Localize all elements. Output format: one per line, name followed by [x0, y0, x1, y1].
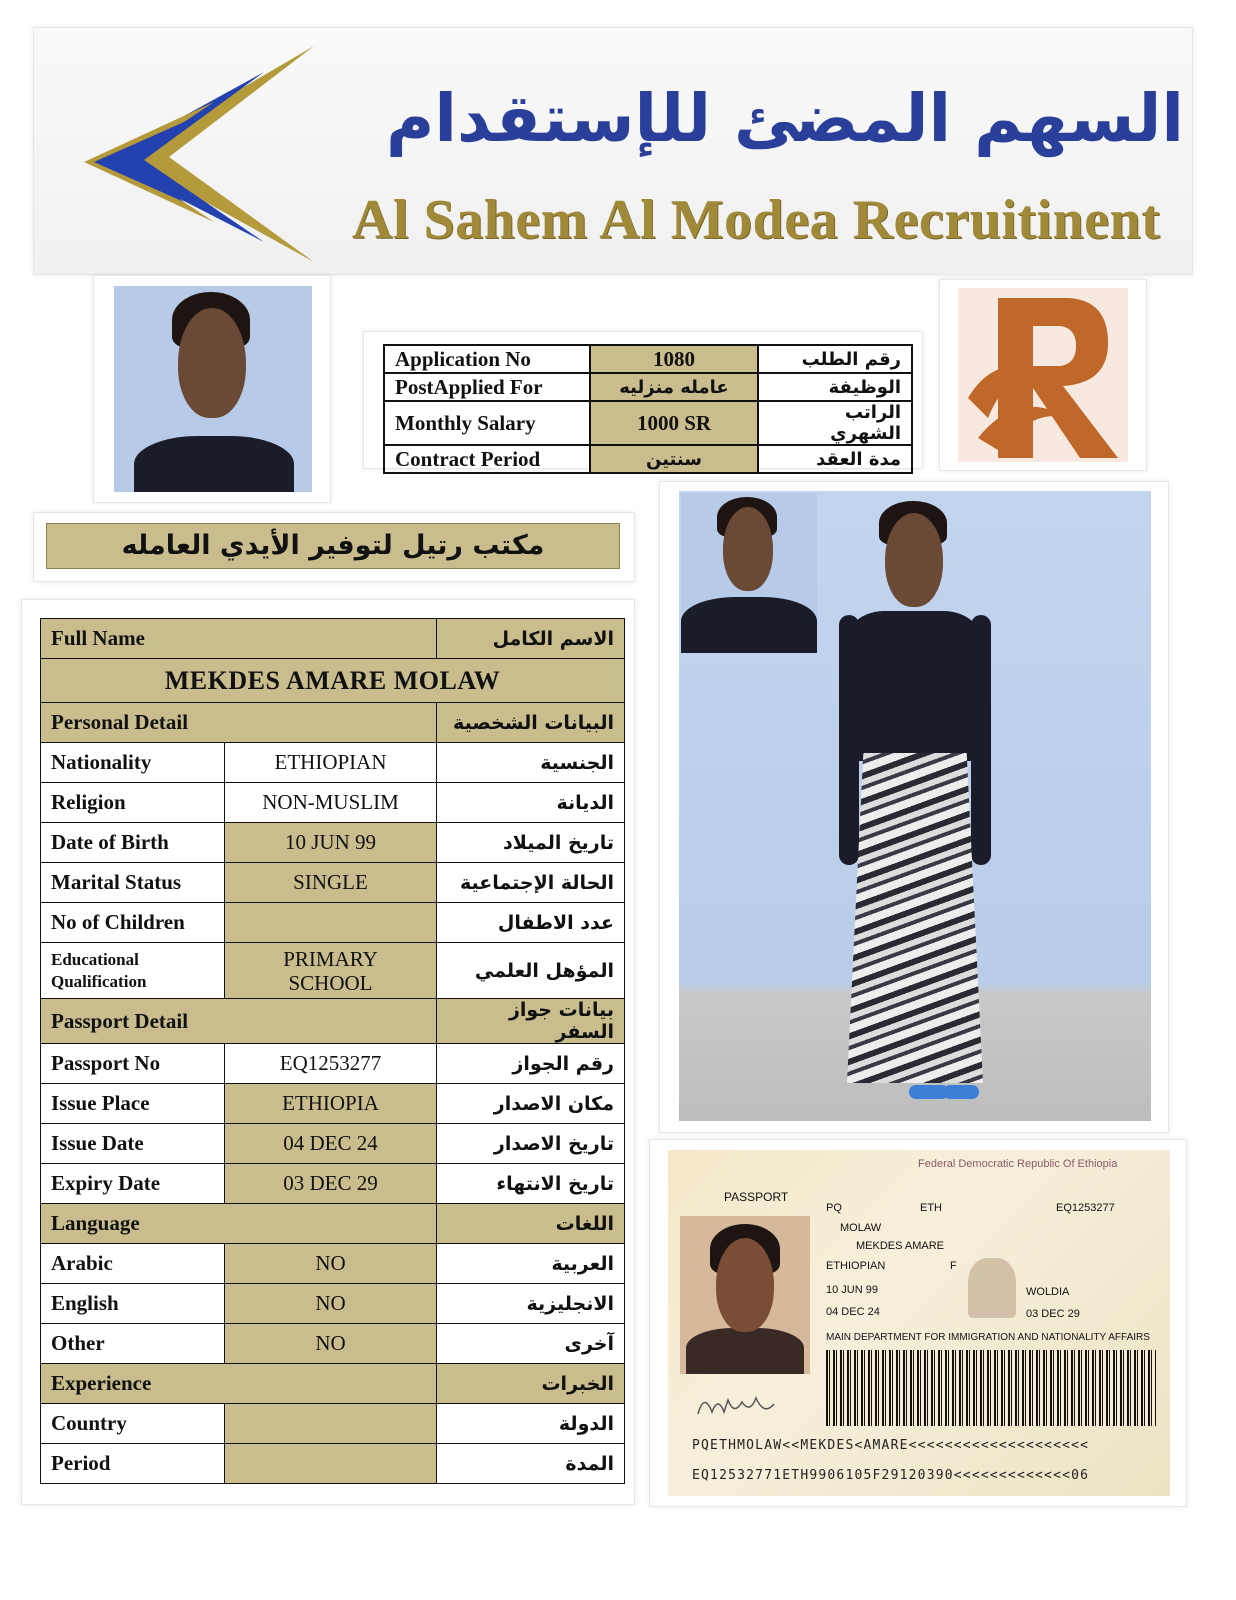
table-row: [41, 1084, 625, 1124]
marital-status-label: Marital Status: [41, 863, 225, 903]
passport-type: PQ: [826, 1202, 842, 1214]
issue-place-label: Issue Place: [41, 1084, 225, 1124]
arabic-language-arabic: العربية: [437, 1244, 625, 1284]
monthly-salary-value: 1000 SR: [590, 401, 758, 445]
other-language-label: Other: [41, 1324, 225, 1364]
country-label: Country: [41, 1404, 225, 1444]
passport-date-of-issue: 04 DEC 24: [826, 1306, 880, 1318]
application-info-frame: [364, 332, 922, 471]
table-row: [384, 373, 912, 401]
english-language-arabic: الانجليزية: [437, 1284, 625, 1324]
office-title: مكتب رتيل لتوفير الأيدي العامله: [46, 523, 620, 569]
other-language-arabic: آخرى: [437, 1324, 625, 1364]
passport-nationality: ETHIOPIAN: [826, 1260, 886, 1272]
table-row: [41, 1284, 625, 1324]
contract-period-label: Contract Period: [384, 445, 590, 473]
passport-date-of-expiry: 03 DEC 29: [1026, 1308, 1080, 1320]
passport-dob: 10 JUN 99: [826, 1284, 878, 1296]
table-row: [41, 823, 625, 863]
details-table: [40, 618, 625, 1484]
personal-detail-arabic: البيانات الشخصية: [437, 703, 625, 743]
passport-mrz-line2: EQ12532771ETH9906105F29120390<<<<<<<<<<<<<06: [692, 1468, 1090, 1483]
other-language-value: NO: [225, 1324, 437, 1364]
full-name-label: Full Name: [41, 619, 437, 659]
table-row: [41, 743, 625, 783]
country-value: [225, 1404, 437, 1444]
passport-country-code: ETH: [920, 1202, 942, 1214]
passport-doc-label: PASSPORT: [724, 1190, 789, 1204]
office-logo-frame: [940, 280, 1146, 470]
table-row: [384, 345, 912, 373]
dob-arabic: تاريخ الميلاد: [437, 823, 625, 863]
expiry-date-label: Expiry Date: [41, 1164, 225, 1204]
full-body-photo: [679, 491, 1151, 1121]
passport-detail-arabic: بيانات جواز السفر: [437, 999, 625, 1044]
table-row: [41, 1244, 625, 1284]
issue-date-value: 04 DEC 24: [225, 1124, 437, 1164]
full-name-value: MEKDES AMARE MOLAW: [41, 659, 625, 703]
english-language-label: English: [41, 1284, 225, 1324]
children-label: No of Children: [41, 903, 225, 943]
passport-detail-row: [41, 999, 625, 1044]
period-label: Period: [41, 1444, 225, 1484]
english-language-value: NO: [225, 1284, 437, 1324]
passport-no-arabic: رقم الجواز: [437, 1044, 625, 1084]
passport-no-label: Passport No: [41, 1044, 225, 1084]
table-row: [41, 783, 625, 823]
passport-header: Federal Democratic Republic Of Ethiopia: [918, 1158, 1118, 1170]
nationality-value: ETHIOPIAN: [225, 743, 437, 783]
issue-date-arabic: تاريخ الاصدار: [437, 1124, 625, 1164]
religion-value: NON-MUSLIM: [225, 783, 437, 823]
expiry-date-value: 03 DEC 29: [225, 1164, 437, 1204]
religion-label: Religion: [41, 783, 225, 823]
table-row: [41, 903, 625, 943]
table-row: [384, 445, 912, 473]
passport-sex: F: [950, 1260, 957, 1272]
education-value: [225, 943, 437, 999]
application-no-arabic: رقم الطلب: [758, 345, 912, 373]
portrait-photo: [114, 286, 312, 492]
passport-number: EQ1253277: [1056, 1202, 1115, 1214]
full-name-row: [41, 659, 625, 703]
post-applied-value: عامله منزليه: [590, 373, 758, 401]
experience-arabic: الخبرات: [437, 1364, 625, 1404]
full-body-photo-frame: [660, 482, 1168, 1132]
table-row: [41, 943, 625, 999]
passport-place-of-birth: WOLDIA: [1026, 1286, 1070, 1298]
children-arabic: عدد الاطفال: [437, 903, 625, 943]
arabic-language-label: Arabic: [41, 1244, 225, 1284]
passport-detail-label: Passport Detail: [41, 999, 437, 1044]
table-row: [41, 1404, 625, 1444]
issue-date-label: Issue Date: [41, 1124, 225, 1164]
table-row: [41, 1124, 625, 1164]
post-applied-arabic: الوظيفة: [758, 373, 912, 401]
application-info-table: [383, 344, 913, 474]
banner-title-arabic: السهم المضئ للإستقدام: [386, 80, 1184, 157]
header-banner: [34, 28, 1192, 274]
religion-arabic: الديانة: [437, 783, 625, 823]
issue-place-value: ETHIOPIA: [225, 1084, 437, 1124]
experience-row: [41, 1364, 625, 1404]
portrait-photo-frame: [94, 276, 330, 502]
passport-mrz-line1: PQETHMOLAW<<MEKDES<AMARE<<<<<<<<<<<<<<<<<<<<: [692, 1438, 1090, 1453]
personal-detail-row: [41, 703, 625, 743]
passport-no-value: EQ1253277: [225, 1044, 437, 1084]
arabic-language-value: NO: [225, 1244, 437, 1284]
experience-label: Experience: [41, 1364, 437, 1404]
application-no-value: 1080: [590, 345, 758, 373]
table-row: [384, 401, 912, 445]
post-applied-label: PostApplied For: [384, 373, 590, 401]
passport-given-name: MEKDES AMARE: [856, 1240, 945, 1252]
passport-signature: [694, 1386, 794, 1426]
language-label: Language: [41, 1204, 437, 1244]
full-name-arabic: الاسم الكامل: [437, 619, 625, 659]
full-name-header-row: [41, 619, 625, 659]
education-label-line2: Qualification: [51, 971, 147, 991]
nationality-label: Nationality: [41, 743, 225, 783]
passport-barcode: [826, 1350, 1156, 1426]
table-row: [41, 863, 625, 903]
expiry-date-arabic: تاريخ الانتهاء: [437, 1164, 625, 1204]
education-label: [41, 943, 225, 999]
arrow-logo-icon: [64, 42, 354, 262]
dob-label: Date of Birth: [41, 823, 225, 863]
marital-status-value: SINGLE: [225, 863, 437, 903]
children-value: [225, 903, 437, 943]
issue-place-arabic: مكان الاصدار: [437, 1084, 625, 1124]
monthly-salary-label: Monthly Salary: [384, 401, 590, 445]
table-row: [41, 1164, 625, 1204]
contract-period-arabic: مدة العقد: [758, 445, 912, 473]
application-no-label: Application No: [384, 345, 590, 373]
period-arabic: المدة: [437, 1444, 625, 1484]
office-logo: [958, 288, 1128, 462]
personal-detail-label: Personal Detail: [41, 703, 437, 743]
table-row: [41, 1444, 625, 1484]
nationality-arabic: الجنسية: [437, 743, 625, 783]
table-row: [41, 1044, 625, 1084]
education-value-line2: SCHOOL: [288, 970, 373, 995]
details-frame: [22, 600, 634, 1504]
dob-value: 10 JUN 99: [225, 823, 437, 863]
marital-status-arabic: الحالة الإجتماعية: [437, 863, 625, 903]
r-logo-icon: [958, 288, 1128, 462]
passport-photo: [680, 1216, 810, 1374]
contract-period-value: سنتين: [590, 445, 758, 473]
office-title-frame: [34, 513, 634, 581]
passport-scan-frame: [650, 1140, 1186, 1506]
period-value: [225, 1444, 437, 1484]
passport-surname: MOLAW: [840, 1222, 882, 1234]
banner-title-english: Al Sahem Al Modea Recruitinent: [352, 189, 1161, 251]
education-label-line1: Educational: [51, 949, 139, 969]
country-arabic: الدولة: [437, 1404, 625, 1444]
passport-ghost-photo: [968, 1258, 1016, 1318]
table-row: [41, 1324, 625, 1364]
education-arabic: المؤهل العلمي: [437, 943, 625, 999]
language-row: [41, 1204, 625, 1244]
passport-scan: [668, 1150, 1170, 1496]
passport-authority: MAIN DEPARTMENT FOR IMMIGRATION AND NATIONALITY AFFAIRS: [826, 1332, 1150, 1343]
monthly-salary-arabic: الراتب الشهري: [758, 401, 912, 445]
language-arabic: اللغات: [437, 1204, 625, 1244]
education-value-line1: PRIMARY: [283, 946, 378, 971]
